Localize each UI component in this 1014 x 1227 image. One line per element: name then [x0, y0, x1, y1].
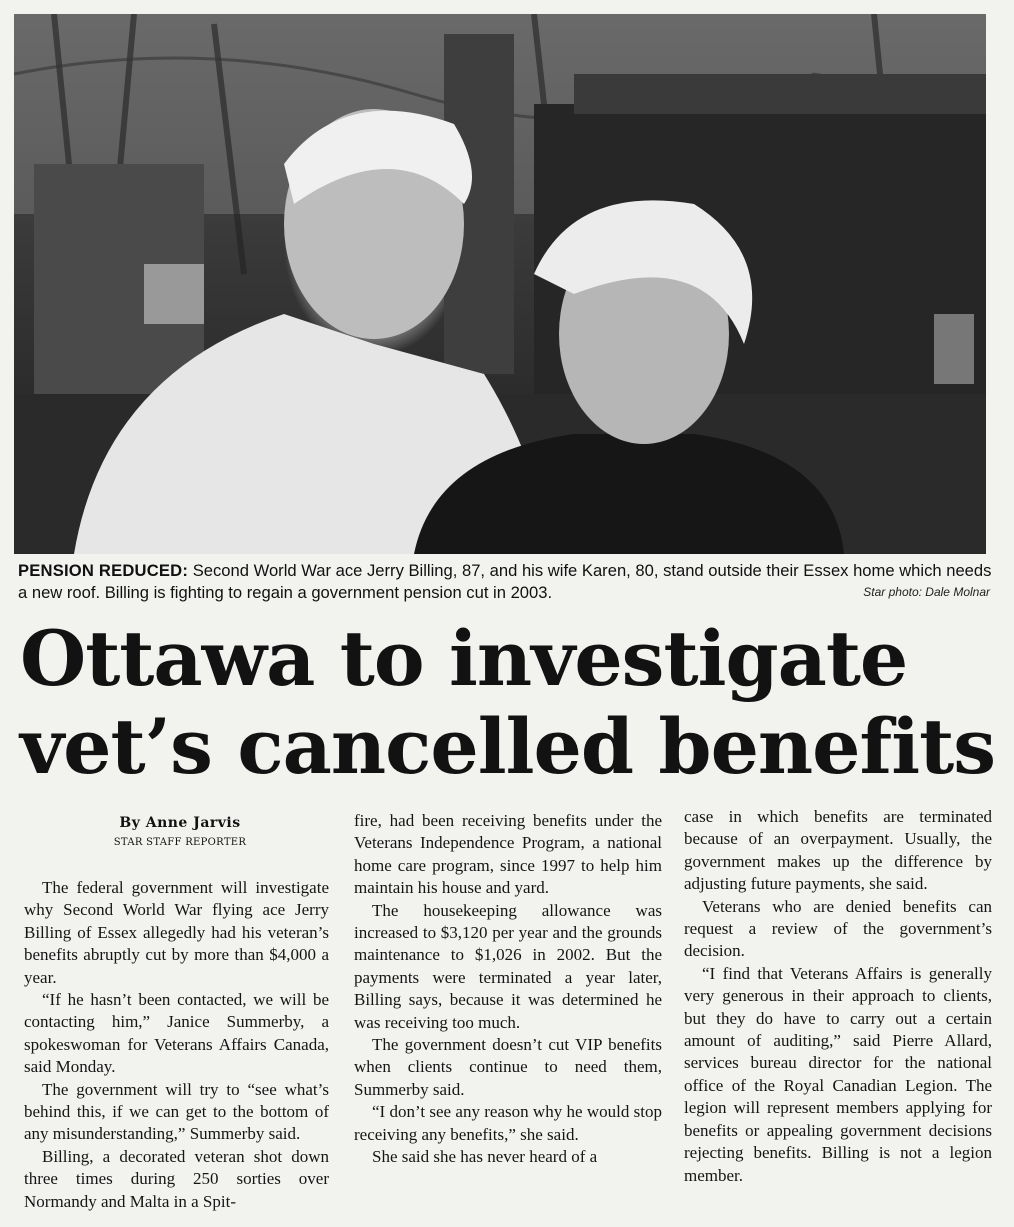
paragraph: Veterans who are denied benefits can request a review of the government’s decision.: [684, 896, 992, 961]
paragraph: case in which benefits are terminated because of an overpayment. Usually, the government makes up the difference by adjusting future payments, she said.: [684, 807, 992, 894]
paragraph: “I don’t see any reason why he would stop receiving any benefits,” she said.: [354, 1102, 662, 1144]
paragraph: fire, had been receiving benefits under the Veterans Independence Program, a national home care program, since 1997 to help him maintain his house and yard.: [354, 811, 662, 898]
paragraph: “I find that Veterans Affairs is generally very generous in their approach to clients, but they do have to carry out a certain amount of auditing,” said Pierre Allard, services bureau director for the national office of the Royal Canadian Legion. The legion will represent members applying for benefits or appealing government decisions rejecting benefits. Billing is not a legion member.: [684, 963, 992, 1185]
headline-line-1: Ottawa to investigate: [20, 614, 908, 703]
paragraph: The housekeeping allowance was increased to $3,120 per year and the grounds maintenance to $1,026 in 2002. But the payments were terminated a year later, Billing says, because it was determined he was receiving too much.: [354, 900, 662, 1032]
photo-caption: [18, 560, 993, 604]
paragraph: “If he hasn’t been contacted, we will be contacting him,” Janice Summerby, a spokeswoman for Veterans Affairs Canada, said Monday.: [24, 990, 329, 1077]
caption-text: Second World War ace Jerry Billing, 87, and his wife Karen, 80, stand outside their Essex home which needs a new roof. Billing is fighting to regain a government pension cut in 2003.: [18, 561, 992, 602]
news-photo: [14, 14, 986, 554]
byline: [30, 815, 330, 848]
article-column-2: [354, 810, 662, 1169]
article-column-1: [24, 877, 329, 1213]
paragraph: Billing, a decorated veteran shot down three times during 250 sorties over Normandy and Malta in a Spit-: [24, 1146, 329, 1211]
byline-name: By Anne Jarvis: [119, 815, 241, 831]
headline-line-2: vet’s cancelled benefits: [20, 702, 995, 791]
byline-role: STAR STAFF REPORTER: [113, 837, 247, 848]
article-column-3: [684, 806, 992, 1187]
paragraph: The federal government will investigate why Second World War flying ace Jerry Billing of Essex allegedly had his veteran’s benefits abruptly cut by more than $4,000 a year.: [24, 878, 329, 987]
headline: [20, 615, 1000, 791]
paragraph: The government will try to “see what’s behind this, if we can get to the bottom of any misunderstanding,” Summerby said.: [24, 1079, 329, 1144]
paragraph: The government doesn’t cut VIP benefits when clients continue to need them, Summerby said.: [354, 1035, 662, 1099]
newspaper-photo-couple-icon: [14, 14, 986, 554]
photo-credit: Star photo: Dale Molnar: [863, 585, 990, 599]
caption-lead: PENSION REDUCED:: [18, 561, 189, 580]
paragraph: She said she has never heard of a: [372, 1147, 598, 1167]
